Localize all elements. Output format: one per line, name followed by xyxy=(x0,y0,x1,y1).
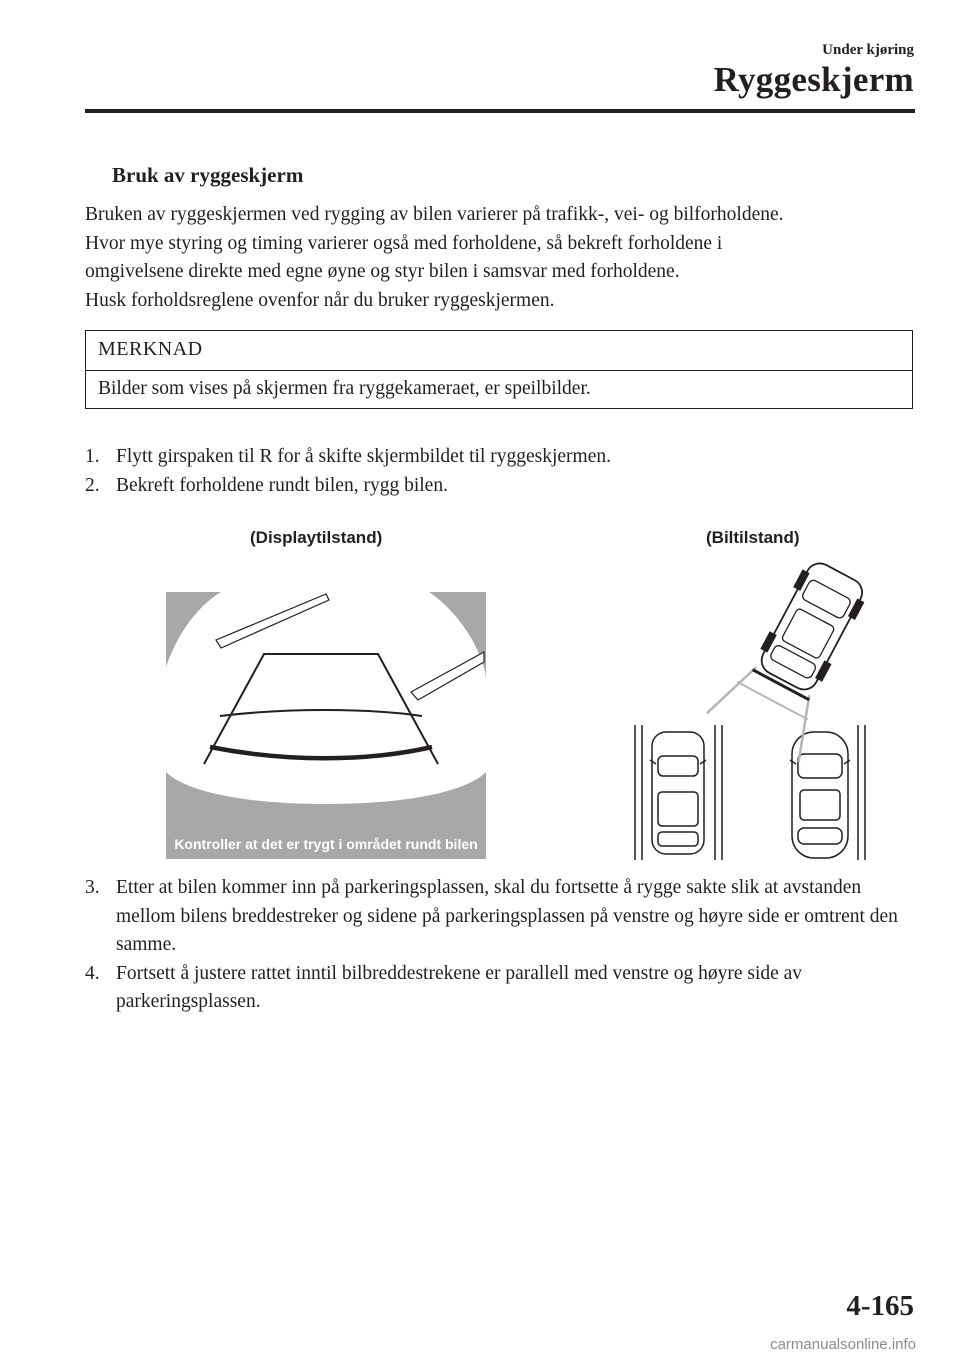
list-item xyxy=(85,960,925,1017)
parked-car-left xyxy=(650,732,706,854)
parked-car-right xyxy=(790,732,850,858)
vehicle-state-illustration xyxy=(630,560,870,862)
paragraph-line: omgivelsene direkte med egne øyne og styr bilen i samsvar med forholdene. xyxy=(85,261,680,282)
display-label: (Displaytilstand) xyxy=(250,528,383,547)
step-number: 2. xyxy=(85,474,100,496)
step-number: 4. xyxy=(85,962,100,984)
step-number: 3. xyxy=(85,877,100,898)
note-title: MERKNAD xyxy=(86,331,912,371)
steps-list-top xyxy=(85,443,925,500)
note-box xyxy=(85,330,913,409)
list-item xyxy=(85,443,925,472)
camera-view-area xyxy=(166,592,486,804)
paragraph-line: Husk forholdsreglene ovenfor når du bruker ryggeskjermen. xyxy=(85,289,555,311)
steps-list-bottom xyxy=(85,874,925,1017)
step-number: 1. xyxy=(85,446,100,467)
page-number: 4-165 xyxy=(846,1290,914,1322)
chapter-title: Under kjøring xyxy=(822,42,914,58)
step-text: Etter at bilen kommer inn på parkeringsplassen, skal du fortsette å rygge sakte slik at avstanden mellom bilens breddestreker og sidene på parkeringsplassen på venstre og høyre side er omtrent den samme. xyxy=(116,877,898,955)
section-heading: Bruk av ryggeskjerm xyxy=(112,163,304,187)
screen-caption: Kontroller at det er trygt i området rundt bilen xyxy=(174,836,478,852)
header-rule xyxy=(85,109,915,113)
page-title: Ryggeskjerm xyxy=(713,60,914,99)
step-text: Fortsett å justere rattet inntil bilbreddestrekene er parallell med venstre og høyre side av parkeringsplassen. xyxy=(116,962,803,1012)
step-text: Flytt girspaken til R for å skifte skjermbildet til ryggeskjermen. xyxy=(116,446,611,467)
paragraph-line: Hvor mye styring og timing varierer også med forholdene, så bekreft forholdene i xyxy=(85,232,723,254)
step-text: Bekreft forholdene rundt bilen, rygg bilen. xyxy=(116,474,448,496)
note-text: Bilder som vises på skjermen fra ryggekameraet, er speilbilder. xyxy=(98,378,591,399)
list-item xyxy=(85,874,925,960)
reversing-car xyxy=(707,560,870,762)
list-item xyxy=(85,472,925,501)
intro-paragraph xyxy=(85,201,920,315)
rear-camera-screen xyxy=(166,592,486,859)
vehicle-label: (Biltilstand) xyxy=(706,528,800,547)
watermark: carmanualsonline.info xyxy=(770,1336,916,1353)
paragraph-line: Bruken av ryggeskjermen ved rygging av bilen varierer på trafikk-, vei- og bilforholdene. xyxy=(85,204,784,225)
